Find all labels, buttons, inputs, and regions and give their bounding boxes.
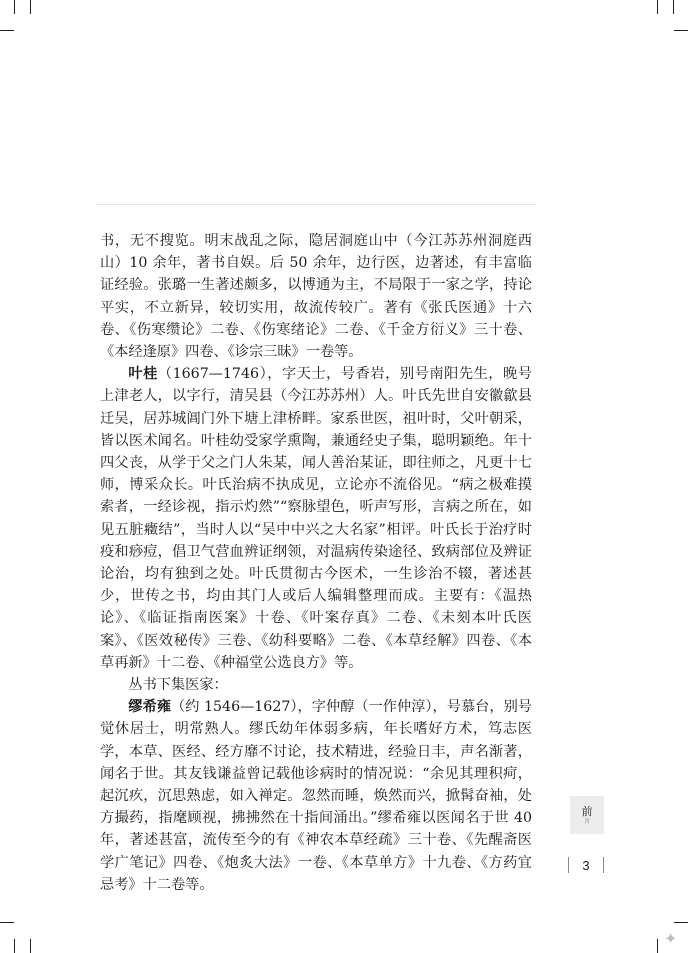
- paragraph-zhang-lu-continued: 书，无不搜览。明末战乱之际，隐居洞庭山中（今江苏苏州洞庭西山）10 余年，著书自娱。后 50 余年，边行医，边著述，有丰富临证经验。张璐一生著述颇多，以博通为主，不局限于一家之学，持论平实，不立新异，较切实用，故流传较广。著有《张氏医通》十六卷、《伤寒缵论》二卷、《伤寒绪论》二卷、《千金方衍义》三十卷、《本经逢原》四卷、《诊宗三昧》一卷等。: [100, 233, 532, 361]
- entry-text: （1667—1746），字天士，号香岩，别号南阳先生，晚号上津老人，以字行，清吴县（今江苏苏州）人。叶氏先世自安徽歙县迁吴，居苏城阊门外下塘上津桥畔。家系世医，祖叶时，父叶朝采，皆以医术闻名。叶桂幼受家学熏陶，兼通经史子集，聪明颖绝。年十四父丧，从学于父之门人朱某，闻人善治某证，即往师之，凡更十七师，博采众长。叶氏治病不执成见，立论亦不流俗见。“病之极难摸索者，一经诊视，指示灼然”“察脉望色，听声写形，言病之所在，如见五脏癥结”，当时人以“吴中中兴之大名家”相评。叶氏长于治疗时疫和痧痘，倡卫气营血辨证纲领，对温病传染途径、致病部位及辨证论治，均有独到之处。叶氏贯彻古今医术，一生诊治不辍，著述甚少，世传之书，均由其门人或后人编辑整理而成。主要有：《温热论》、《临证指南医案》十卷、《叶案存真》二卷、《未刻本叶氏医案》、《医效秘传》三卷、《幼科要略》二卷、《本草经解》四卷、《本草再新》十二卷、《种福堂公选良方》等。: [100, 366, 532, 671]
- crop-mark: [0, 30, 14, 31]
- body-text: [100, 230, 532, 896]
- entry-name: 缪希雍: [128, 699, 172, 716]
- crop-mark: [657, 939, 658, 953]
- section-tab-label: 前: [581, 804, 593, 818]
- crop-mark: [674, 30, 688, 31]
- page-number: [564, 852, 608, 878]
- paragraph-ye-gui: [100, 363, 532, 674]
- crop-mark: [30, 0, 31, 14]
- crop-mark: [14, 939, 15, 953]
- crop-mark: [674, 922, 688, 923]
- entry-text: （约 1546—1627），字仲醇（一作仲淳），号慕台，别号觉休居士，明常熟人。缪氏幼年体弱多病，年长嗜好方术，笃志医学，本草、医经、经方靡不讨论，技术精进，经验日丰，声名渐著，闻名于世。其友钱谦益曾记载他诊病时的情况说：“余见其理积疴，起沉疚，沉思熟虑，如入禅定。忽然而睡，焕然而兴，掀髯奋袖，处方撮药，指麾顾视，拂拂然在十指间涌出。”缪希雍以医闻名于世 40 年，著述甚富，流传至今的有《神农本草经疏》三十卷、《先醒斋医学广笔记》四卷、《炮炙大法》一卷、《本草单方》十九卷、《方药宜忌考》十二卷等。: [100, 699, 532, 893]
- section-intro: 丛书下集医家：: [128, 677, 228, 694]
- watermark-icon: ✦: [664, 929, 678, 948]
- header-rule: [96, 204, 536, 205]
- crop-mark: [673, 0, 674, 14]
- crop-mark: [30, 939, 31, 953]
- section-tab: [570, 796, 604, 834]
- section-tab-sub: 言: [583, 817, 590, 825]
- entry-name: 叶桂: [128, 366, 158, 383]
- crop-mark: [657, 0, 658, 14]
- page-number-value: 3: [582, 857, 590, 873]
- crop-mark: [14, 0, 15, 14]
- paragraph-miao-xiyong: [100, 696, 532, 896]
- crop-mark: [0, 922, 14, 923]
